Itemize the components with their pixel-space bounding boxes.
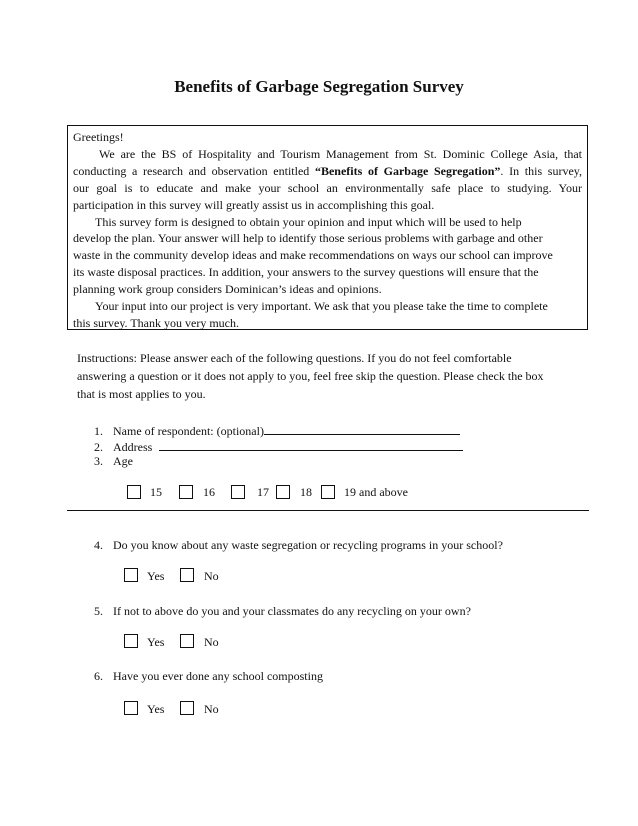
item-number: 3. [94, 454, 103, 468]
field-address [94, 437, 463, 455]
question-6 [94, 669, 323, 684]
age-18-checkbox[interactable] [276, 485, 290, 499]
intro-line: its waste disposal practices. In addition, your answers to the survey questions will ensure that the [73, 265, 539, 280]
address-input-line[interactable] [159, 437, 463, 451]
q6-no-checkbox[interactable] [180, 701, 194, 715]
age-16-checkbox[interactable] [179, 485, 193, 499]
instructions-line: Instructions: Please answer each of the following questions. If you do not feel comfortable [77, 351, 512, 365]
field-label: Age [113, 454, 133, 468]
age-15-checkbox[interactable] [127, 485, 141, 499]
option-label: Yes [147, 702, 165, 716]
intro-paragraph-1 [73, 146, 582, 214]
q4-yes-checkbox[interactable] [124, 568, 138, 582]
intro-line: We are the BS of Hospitality and Tourism Management from St. Dominic College Asia, that [99, 146, 582, 161]
field-label: Address [113, 440, 153, 454]
intro-line: our goal is to educate and make your school an environmentally safe place to studying. Your [73, 180, 582, 195]
item-number: 6. [94, 669, 103, 683]
age-19-and-above-checkbox[interactable] [321, 485, 335, 499]
field-age [94, 454, 133, 469]
option-label: Yes [147, 569, 165, 583]
age-option-label: 15 [150, 485, 162, 499]
intro-line: planning work group considers Dominican’s ideas and opinions. [73, 282, 382, 297]
age-option-label: 19 and above [344, 485, 408, 499]
intro-line: this survey. Thank you very much. [73, 315, 239, 330]
q5-yes-checkbox[interactable] [124, 634, 138, 648]
option-label: Yes [147, 635, 165, 649]
intro-line: Your input into our project is very important. We ask that you please take the time to complete [95, 299, 548, 314]
intro-line: This survey form is designed to obtain your opinion and input which will be used to help [95, 214, 522, 229]
intro-text: . In this survey, [500, 163, 582, 178]
question-5 [94, 604, 471, 619]
name-input-line[interactable] [264, 421, 460, 435]
intro-paragraph-3 [73, 298, 582, 332]
age-option-label: 16 [203, 485, 215, 499]
instructions-line: answering a question or it does not apply to you, feel free skip the question. Please check the box [77, 369, 544, 383]
survey-title-quote: “Benefits of Garbage Segregation” [314, 163, 501, 178]
intro-paragraph-2 [73, 214, 582, 299]
intro-line: develop the plan. Your answer will help to identify those serious problems with garbage and other [73, 231, 543, 246]
greeting: Greetings! [73, 130, 124, 144]
intro-line [73, 163, 582, 180]
item-number: 1. [94, 424, 103, 438]
intro-box [67, 125, 588, 330]
q6-yes-checkbox[interactable] [124, 701, 138, 715]
instructions-line: that is most applies to you. [77, 387, 206, 401]
option-label: No [204, 702, 219, 716]
age-option-label: 17 [257, 485, 269, 499]
option-label: No [204, 635, 219, 649]
intro-line: participation in this survey will greatly assist us in accomplishing this goal. [73, 197, 435, 212]
intro-line: waste in the community develop ideas and make recommendations on ways our school can improve [73, 248, 553, 263]
question-text: If not to above do you and your classmates do any recycling on your own? [113, 604, 471, 618]
page-title: Benefits of Garbage Segregation Survey [174, 77, 464, 96]
field-label: Name of respondent: (optional) [113, 424, 264, 438]
item-number: 4. [94, 538, 103, 552]
q5-no-checkbox[interactable] [180, 634, 194, 648]
option-label: No [204, 569, 219, 583]
item-number: 2. [94, 440, 103, 454]
question-text: Have you ever done any school composting [113, 669, 323, 683]
intro-text: conducting a research and observation entitled [73, 163, 315, 178]
question-text: Do you know about any waste segregation or recycling programs in your school? [113, 538, 503, 552]
q4-no-checkbox[interactable] [180, 568, 194, 582]
section-divider [67, 510, 589, 511]
age-17-checkbox[interactable] [231, 485, 245, 499]
age-option-label: 18 [300, 485, 312, 499]
question-4 [94, 538, 503, 553]
item-number: 5. [94, 604, 103, 618]
instructions [77, 349, 577, 403]
